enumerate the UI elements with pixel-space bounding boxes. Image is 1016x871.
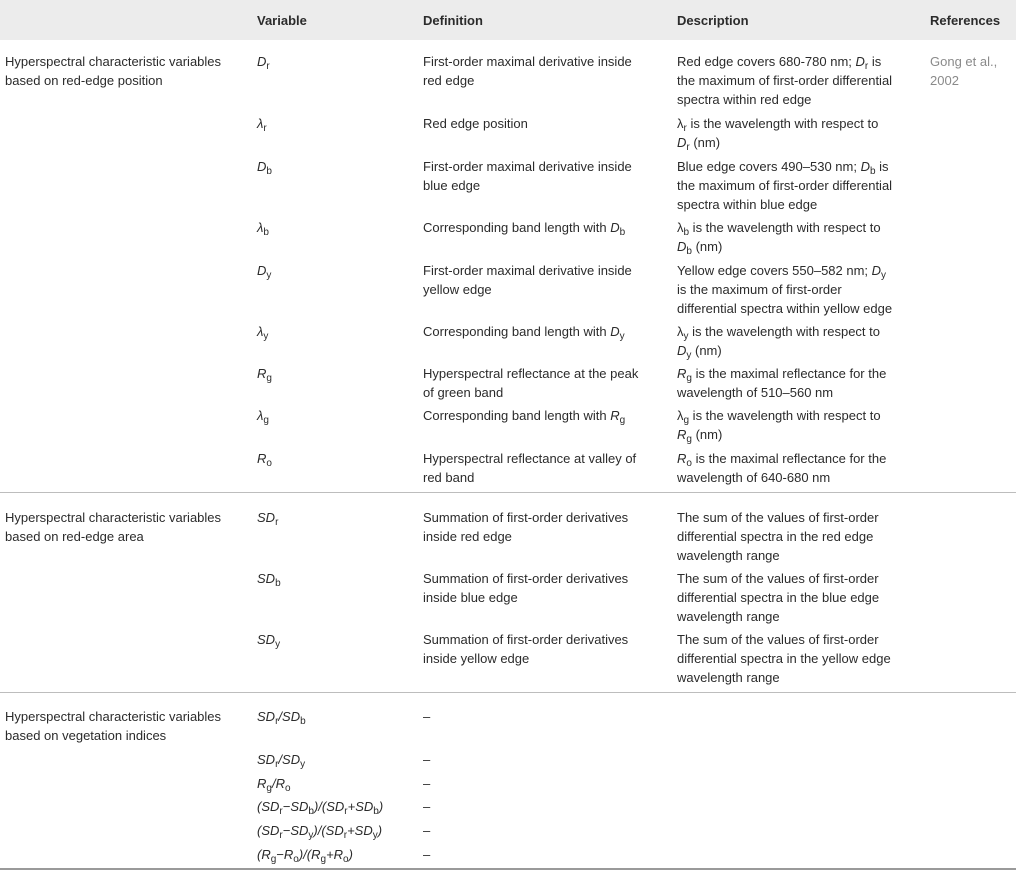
definition-line: inside yellow edge	[423, 651, 530, 666]
definition-line	[423, 322, 625, 341]
definition-line: –	[423, 776, 431, 791]
symbol-subscript: b	[619, 227, 626, 238]
symbol-subscript: o	[284, 783, 291, 794]
symbol-base: R	[275, 776, 285, 791]
definition-cell	[423, 364, 638, 402]
symbol-subscript: g	[266, 783, 272, 794]
symbol-subscript: r	[279, 830, 283, 841]
symbol-base: D	[257, 54, 267, 69]
definition-line: inside blue edge	[423, 590, 518, 605]
definition-line: –	[423, 847, 431, 862]
symbol-subscript: r	[263, 123, 267, 134]
symbol-subscript: o	[266, 458, 272, 469]
symbol-subscript: y	[683, 331, 689, 342]
symbol-subscript: b	[686, 246, 692, 257]
text-segment: is the maximal reflectance for the	[691, 451, 887, 466]
symbol-subscript: y	[686, 350, 692, 361]
symbol-subscript: r	[279, 806, 283, 817]
text-segment: Corresponding band length with	[423, 324, 611, 339]
variable-cell	[257, 630, 280, 649]
description-line	[677, 52, 892, 71]
definition-line: Summation of first-order derivatives	[423, 632, 629, 647]
text-segment: (nm)	[691, 427, 723, 442]
symbol-subscript: b	[308, 806, 314, 817]
symbol-subscript: g	[266, 373, 272, 384]
text-segment: is the wavelength with respect to	[688, 324, 880, 339]
symbol-base: /	[278, 709, 283, 724]
variable-cell	[257, 406, 269, 425]
definition-cell	[423, 508, 628, 546]
group-label	[5, 508, 221, 546]
symbol-base: R	[610, 408, 620, 423]
definition-cell	[423, 406, 625, 425]
symbol-base: )/(SD	[313, 823, 344, 838]
variable-cell	[257, 508, 278, 527]
text-segment: Red edge covers 680-780 nm;	[677, 54, 856, 69]
group-label-line: Hyperspectral characteristic variables	[5, 54, 222, 69]
variable-cell	[257, 774, 291, 793]
text-segment: Yellow edge covers 550–582 nm;	[677, 263, 872, 278]
definition-line: First-order maximal derivative inside	[423, 54, 632, 69]
description-line: differential spectra within yellow edge	[677, 301, 893, 316]
symbol-base: /	[278, 752, 283, 767]
group-label-line: Hyperspectral characteristic variables	[5, 510, 222, 525]
symbol-base: R	[677, 366, 687, 381]
symbol-base: SD	[257, 752, 276, 767]
symbol-base: +SD	[347, 823, 373, 838]
description-line: differential spectra in the red edge	[677, 529, 874, 544]
definition-cell	[423, 322, 625, 341]
definition-line: –	[423, 799, 431, 814]
symbol-base: SD	[257, 510, 276, 525]
symbol-subscript: b	[275, 578, 281, 589]
symbol-subscript: r	[344, 806, 348, 817]
description-line	[677, 406, 881, 425]
symbol-subscript: r	[275, 716, 279, 727]
symbol-base: SD	[282, 752, 301, 767]
description-cell	[677, 157, 892, 214]
symbol-base: D	[257, 263, 267, 278]
symbol-base: λ	[257, 220, 264, 235]
header-definition: Definition	[423, 13, 483, 28]
symbol-base: SD	[257, 571, 276, 586]
definition-line	[423, 218, 625, 237]
definition-line: inside red edge	[423, 529, 512, 544]
definition-line	[423, 406, 625, 425]
symbol-base: R	[677, 451, 687, 466]
symbol-base: D	[677, 239, 687, 254]
definition-line: red band	[423, 470, 475, 485]
symbol-base: D	[257, 159, 267, 174]
description-line: wavelength of 640-680 nm	[677, 470, 831, 485]
symbol-subscript: g	[619, 415, 626, 426]
description-cell	[677, 406, 881, 444]
group-label	[5, 707, 221, 745]
symbol-subscript: b	[300, 716, 306, 727]
symbol-base: −SD	[282, 823, 309, 838]
symbol-base: −R	[276, 847, 294, 862]
symbol-base: )/(R	[298, 847, 321, 862]
variable-cell	[257, 449, 272, 468]
symbol-subscript: r	[275, 517, 279, 528]
definition-line: Hyperspectral reflectance at valley of	[423, 451, 637, 466]
definition-cell	[423, 114, 528, 133]
description-line: spectra within blue edge	[677, 197, 818, 212]
description-line: is the maximum of first-order	[677, 282, 842, 297]
symbol-base: λ	[677, 116, 684, 131]
symbol-base: λ	[257, 324, 264, 339]
text-segment: is	[868, 54, 882, 69]
symbol-base: )	[348, 847, 353, 862]
description-line: the maximum of first-order differential	[677, 178, 893, 193]
definition-cell	[423, 750, 430, 769]
description-line	[677, 322, 880, 341]
symbol-base: (SD	[257, 823, 280, 838]
text-segment: is	[875, 159, 889, 174]
variable-cell	[257, 821, 382, 840]
definition-cell	[423, 52, 632, 90]
definition-line: First-order maximal derivative inside	[423, 263, 632, 278]
symbol-base: λ	[677, 408, 684, 423]
text-segment: is the wavelength with respect to	[689, 220, 881, 235]
description-line: wavelength of 510–560 nm	[677, 385, 834, 400]
symbol-base: λ	[677, 220, 684, 235]
description-line	[677, 449, 886, 468]
variable-cell	[257, 322, 268, 341]
definition-cell	[423, 261, 632, 299]
symbol-subscript: b	[263, 227, 269, 238]
description-line	[677, 237, 881, 256]
group-label-line: Hyperspectral characteristic variables	[5, 709, 222, 724]
definition-cell	[423, 157, 632, 195]
definition-line: Summation of first-order derivatives	[423, 571, 629, 586]
symbol-base: SD	[257, 632, 276, 647]
symbol-subscript: y	[263, 331, 269, 342]
definition-cell	[423, 797, 430, 816]
variable-cell	[257, 52, 270, 71]
variable-cell	[257, 750, 305, 769]
description-line: the maximum of first-order differential	[677, 73, 893, 88]
definition-line: First-order maximal derivative inside	[423, 159, 632, 174]
text-segment: Corresponding band length with	[423, 220, 611, 235]
group-label-line: based on red-edge position	[5, 73, 163, 88]
text-segment: (nm)	[691, 343, 722, 358]
text-segment: is the wavelength with respect to	[686, 116, 879, 131]
description-line: wavelength range	[677, 670, 780, 685]
reference-link[interactable]	[930, 52, 997, 90]
description-cell	[677, 322, 880, 360]
description-line	[677, 364, 886, 383]
symbol-subscript: y	[275, 639, 281, 650]
symbol-base: D	[677, 135, 687, 150]
symbol-subscript: r	[686, 142, 690, 153]
definition-line: Hyperspectral reflectance at the peak	[423, 366, 639, 381]
description-line	[677, 114, 878, 133]
text-segment: (nm)	[689, 135, 721, 150]
symbol-subscript: g	[270, 854, 277, 865]
symbol-base: )	[377, 823, 383, 838]
definition-cell	[423, 569, 628, 607]
definition-cell	[423, 821, 430, 840]
definition-cell	[423, 845, 430, 864]
definition-cell	[423, 630, 628, 668]
text-segment: Corresponding band length with	[423, 408, 611, 423]
definition-cell	[423, 449, 636, 487]
symbol-subscript: g	[320, 854, 327, 865]
symbol-subscript: o	[686, 458, 692, 469]
symbol-subscript: y	[619, 331, 625, 342]
description-line	[677, 157, 892, 176]
description-line	[677, 218, 881, 237]
symbol-base: (R	[257, 847, 271, 862]
symbol-base: )	[378, 799, 384, 814]
symbol-base: D	[855, 54, 865, 69]
symbol-base: R	[257, 451, 267, 466]
symbol-base: λ	[257, 116, 264, 131]
text-segment: (nm)	[691, 239, 723, 254]
variable-cell	[257, 797, 383, 816]
symbol-base: )/(SD	[313, 799, 345, 814]
reference-line: Gong et al.,	[930, 54, 998, 69]
symbol-base: D	[860, 159, 870, 174]
symbol-subscript: g	[683, 415, 690, 426]
definition-cell	[423, 218, 625, 237]
symbol-base: R	[257, 776, 267, 791]
definition-line: of green band	[423, 385, 504, 400]
description-cell	[677, 508, 879, 565]
definition-cell	[423, 774, 430, 793]
description-line: differential spectra in the blue edge	[677, 590, 880, 605]
symbol-subscript: b	[683, 227, 690, 238]
variable-cell	[257, 114, 267, 133]
symbol-subscript: y	[266, 270, 272, 281]
symbol-subscript: o	[343, 854, 349, 865]
symbol-base: −SD	[282, 799, 309, 814]
variable-cell	[257, 845, 353, 864]
symbol-base: λ	[677, 324, 684, 339]
symbol-base: +R	[326, 847, 344, 862]
description-cell	[677, 218, 881, 256]
definition-line: Red edge position	[423, 116, 528, 131]
description-line	[677, 133, 878, 152]
group-divider	[0, 692, 1016, 693]
description-line: differential spectra in the yellow edge	[677, 651, 891, 666]
group-label	[5, 52, 221, 90]
symbol-base: (SD	[257, 799, 280, 814]
symbol-subscript: b	[266, 166, 272, 177]
variable-cell	[257, 218, 269, 237]
definition-line: –	[423, 823, 431, 838]
symbol-subscript: r	[266, 61, 270, 72]
text-segment: Blue edge covers 490–530 nm;	[677, 159, 861, 174]
symbol-subscript: y	[308, 830, 314, 841]
definition-line: Summation of first-order derivatives	[423, 510, 629, 525]
symbol-subscript: g	[686, 373, 692, 384]
symbol-base: SD	[282, 709, 301, 724]
symbol-base: D	[610, 324, 620, 339]
symbol-base: D	[677, 343, 687, 358]
table-bottom-rule	[0, 868, 1016, 870]
header-variable: Variable	[257, 13, 307, 28]
symbol-subscript: o	[293, 854, 299, 865]
description-line: wavelength range	[677, 548, 780, 563]
description-cell	[677, 114, 878, 152]
definition-cell	[423, 707, 430, 726]
symbol-base: SD	[257, 709, 276, 724]
group-divider	[0, 492, 1016, 493]
description-line	[677, 341, 880, 360]
description-cell	[677, 52, 892, 109]
description-line: The sum of the values of first-order	[677, 510, 879, 525]
variable-cell	[257, 707, 306, 726]
header-references: References	[930, 13, 1001, 28]
variable-cell	[257, 569, 281, 588]
description-line: The sum of the values of first-order	[677, 632, 879, 647]
description-cell	[677, 569, 879, 626]
text-segment: is the maximal reflectance for the	[691, 366, 887, 381]
variable-cell	[257, 364, 272, 383]
description-line	[677, 425, 881, 444]
group-label-line: based on red-edge area	[5, 529, 144, 544]
variable-cell	[257, 157, 272, 176]
table-header	[0, 0, 1016, 40]
symbol-subscript: g	[263, 415, 269, 426]
definition-line: red edge	[423, 73, 475, 88]
symbol-subscript: y	[372, 830, 378, 841]
header-description: Description	[677, 13, 749, 28]
description-line	[677, 261, 892, 280]
description-cell	[677, 364, 886, 402]
symbol-base: D	[610, 220, 620, 235]
symbol-base: D	[871, 263, 882, 278]
symbol-subscript: r	[683, 123, 687, 134]
description-cell	[677, 449, 886, 487]
symbol-subscript: r	[343, 830, 348, 841]
symbol-subscript: r	[275, 759, 279, 770]
symbol-base: R	[677, 427, 687, 442]
symbol-subscript: b	[869, 166, 876, 177]
definition-line: yellow edge	[423, 282, 492, 297]
text-segment: is the wavelength with respect to	[689, 408, 881, 423]
symbol-subscript: y	[881, 270, 887, 281]
symbol-base: R	[257, 366, 267, 381]
symbol-base: /	[271, 776, 276, 791]
symbol-subscript: g	[686, 434, 692, 445]
definition-line: –	[423, 752, 431, 767]
definition-line: –	[423, 709, 431, 724]
symbol-subscript: b	[373, 806, 379, 817]
variable-cell	[257, 261, 271, 280]
definition-line: blue edge	[423, 178, 481, 193]
symbol-subscript: r	[864, 61, 869, 72]
symbol-subscript: y	[300, 759, 306, 770]
description-cell	[677, 261, 892, 318]
symbol-base: λ	[257, 408, 264, 423]
description-cell	[677, 630, 891, 687]
reference-line: 2002	[930, 73, 959, 88]
description-line: The sum of the values of first-order	[677, 571, 879, 586]
description-line: wavelength range	[677, 609, 780, 624]
group-label-line: based on vegetation indices	[5, 728, 167, 743]
description-line: spectra within red edge	[677, 92, 812, 107]
symbol-base: +SD	[347, 799, 374, 814]
